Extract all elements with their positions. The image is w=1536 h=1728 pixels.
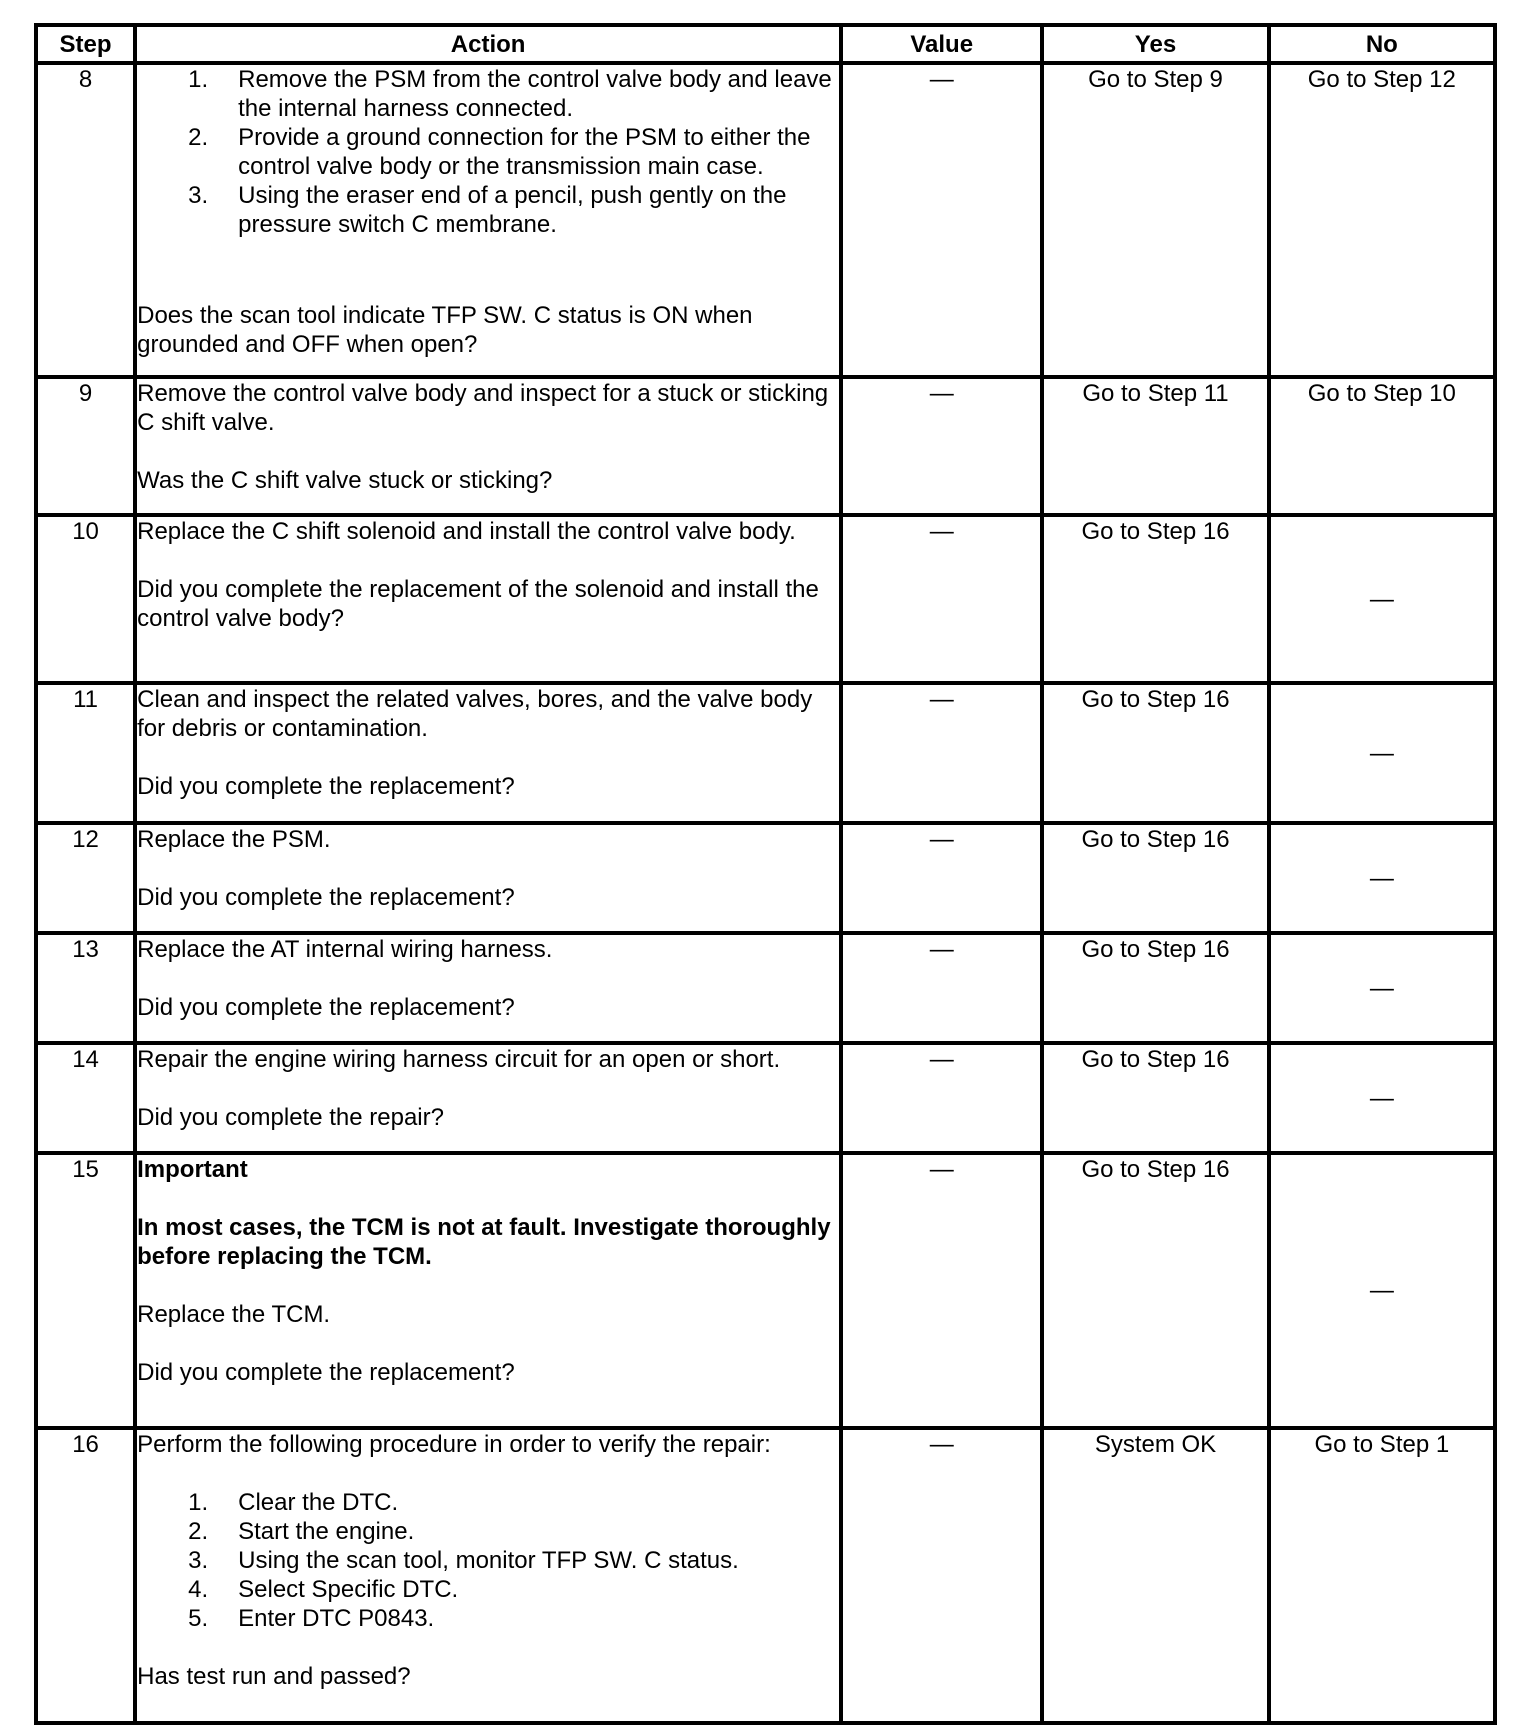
action-question: Did you complete the replacement?	[137, 773, 515, 800]
no-cell: —	[1269, 683, 1495, 823]
value-cell: —	[841, 515, 1042, 683]
action-instruction: Replace the PSM.	[137, 826, 331, 853]
diagnostic-table	[34, 23, 1497, 1725]
table-row-step-10	[36, 515, 1495, 683]
action-instruction: Repair the engine wiring harness circuit for an open or short.	[137, 1046, 781, 1073]
action-question: Did you complete the repair?	[137, 1104, 444, 1131]
list-item: 1. Remove the PSM from the control valve body and leave the internal harness connected.	[188, 66, 832, 122]
table-row-step-16	[36, 1428, 1495, 1723]
no-cell: Go to Step 10	[1269, 377, 1495, 515]
important-label: Important	[137, 1156, 248, 1183]
step-number: 9	[36, 377, 135, 515]
action-intro: Perform the following procedure in order to verify the repair:	[137, 1431, 771, 1458]
step-number: 12	[36, 823, 135, 933]
action-question: Did you complete the replacement?	[137, 994, 515, 1021]
action-cell	[135, 377, 841, 515]
action-cell	[135, 1428, 841, 1723]
step-number: 16	[36, 1428, 135, 1723]
action-cell	[135, 933, 841, 1043]
yes-cell: Go to Step 16	[1042, 1153, 1268, 1428]
list-item: 2. Start the engine.	[188, 1518, 415, 1545]
step-number: 10	[36, 515, 135, 683]
yes-cell: System OK	[1042, 1428, 1268, 1723]
action-cell	[135, 63, 841, 377]
no-cell: —	[1269, 515, 1495, 683]
yes-cell: Go to Step 11	[1042, 377, 1268, 515]
yes-cell: Go to Step 16	[1042, 1043, 1268, 1153]
yes-cell: Go to Step 16	[1042, 933, 1268, 1043]
list-item: 3. Using the scan tool, monitor TFP SW. C status.	[188, 1547, 739, 1574]
header-row	[36, 25, 1495, 63]
value-cell: —	[841, 1428, 1042, 1723]
step-number: 13	[36, 933, 135, 1043]
step-number: 11	[36, 683, 135, 823]
action-question: Does the scan tool indicate TFP SW. C status is ON when grounded and OFF when open?	[137, 302, 753, 358]
header-no: No	[1269, 25, 1495, 63]
yes-cell: Go to Step 16	[1042, 683, 1268, 823]
no-cell: Go to Step 12	[1269, 63, 1495, 377]
action-cell	[135, 683, 841, 823]
table-row-step-14	[36, 1043, 1495, 1153]
header-value: Value	[841, 25, 1042, 63]
yes-cell: Go to Step 9	[1042, 63, 1268, 377]
header-step: Step	[36, 25, 135, 63]
no-cell: —	[1269, 823, 1495, 933]
table-row-step-9	[36, 377, 1495, 515]
procedure-list	[137, 1488, 839, 1633]
no-cell: —	[1269, 933, 1495, 1043]
action-question: Did you complete the replacement of the solenoid and install the control valve body?	[137, 576, 819, 632]
action-instruction: Clean and inspect the related valves, bores, and the valve body for debris or contamination.	[137, 686, 813, 742]
step-number: 8	[36, 63, 135, 377]
table-row-step-11	[36, 683, 1495, 823]
table-row-step-13	[36, 933, 1495, 1043]
value-cell: —	[841, 1043, 1042, 1153]
value-cell: —	[841, 823, 1042, 933]
value-cell: —	[841, 933, 1042, 1043]
action-question: Did you complete the replacement?	[137, 884, 515, 911]
value-cell: —	[841, 377, 1042, 515]
action-question: Did you complete the replacement?	[137, 1359, 515, 1386]
no-cell: Go to Step 1	[1269, 1428, 1495, 1723]
action-cell	[135, 1153, 841, 1428]
value-cell: —	[841, 1153, 1042, 1428]
action-instruction: Replace the C shift solenoid and install the control valve body.	[137, 518, 796, 545]
list-item: 5. Enter DTC P0843.	[188, 1605, 435, 1632]
table-row-step-15	[36, 1153, 1495, 1428]
value-cell: —	[841, 63, 1042, 377]
yes-cell: Go to Step 16	[1042, 823, 1268, 933]
list-item: 3. Using the eraser end of a pencil, push gently on the pressure switch C membrane.	[188, 182, 787, 238]
value-cell: —	[841, 683, 1042, 823]
yes-cell: Go to Step 16	[1042, 515, 1268, 683]
table-row-step-12	[36, 823, 1495, 933]
list-item: 1. Clear the DTC.	[188, 1489, 399, 1516]
no-cell: —	[1269, 1043, 1495, 1153]
action-instruction: Replace the AT internal wiring harness.	[137, 936, 553, 963]
table-row-step-8	[36, 63, 1495, 377]
action-question: Has test run and passed?	[137, 1663, 411, 1690]
action-question: Was the C shift valve stuck or sticking?	[137, 467, 553, 494]
no-cell: —	[1269, 1153, 1495, 1428]
list-item: 4. Select Specific DTC.	[188, 1576, 459, 1603]
step-number: 15	[36, 1153, 135, 1428]
important-notice: In most cases, the TCM is not at fault. Investigate thoroughly before replacing the TCM.	[137, 1214, 831, 1270]
action-cell	[135, 823, 841, 933]
header-action: Action	[135, 25, 841, 63]
action-cell	[135, 1043, 841, 1153]
list-item: 2. Provide a ground connection for the PSM to either the control valve body or the transmission main case.	[188, 124, 811, 180]
action-instruction: Replace the TCM.	[137, 1301, 331, 1328]
procedure-list	[137, 65, 839, 239]
header-yes: Yes	[1042, 25, 1268, 63]
step-number: 14	[36, 1043, 135, 1153]
action-cell	[135, 515, 841, 683]
action-instruction: Remove the control valve body and inspect for a stuck or sticking C shift valve.	[137, 380, 829, 436]
